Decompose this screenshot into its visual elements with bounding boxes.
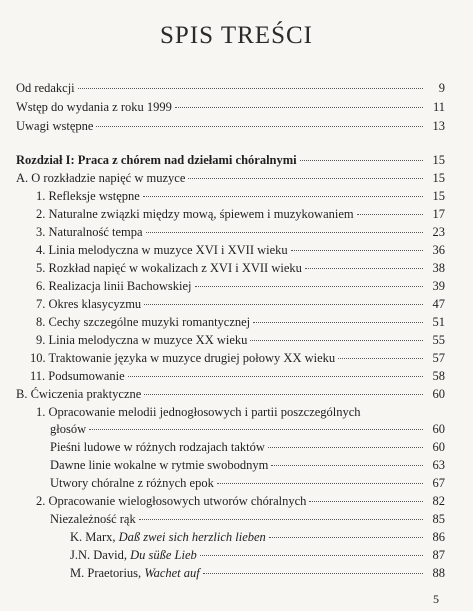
toc-entry-section-b <box>16 386 445 403</box>
toc-entry-section-a <box>16 170 445 187</box>
toc-entry-page: 58 <box>432 369 445 383</box>
toc-entry-rozdzial-1 <box>16 152 445 169</box>
work-title: Wachet auf <box>144 566 200 580</box>
toc-entry-label <box>70 565 200 582</box>
leader-dots <box>143 196 423 197</box>
toc-entry-page: 13 <box>432 119 445 133</box>
toc-entry-b2 <box>36 493 445 510</box>
toc-entry-page: 47 <box>432 297 445 311</box>
leader-dots <box>309 501 423 502</box>
toc-entry-b1-dawne <box>50 457 445 474</box>
toc-entry-page: 60 <box>432 440 445 454</box>
composer-name: J.N. David, <box>70 548 131 562</box>
toc-entry-page: 55 <box>432 333 445 347</box>
toc-entry-page: 85 <box>432 512 445 526</box>
leader-dots <box>217 483 423 484</box>
toc-entry-b1 <box>50 421 445 438</box>
toc-entry-label: 11. Podsumowanie <box>30 369 125 383</box>
toc-entry-label: 10. Traktowanie języka w muzyce drugiej połowy XX wieku <box>30 351 336 365</box>
toc-entry-label: Dawne linie wokalne w rytmie swobodnym <box>50 458 269 472</box>
composer-name: K. Marx, <box>70 530 119 544</box>
toc-entry-page: 38 <box>432 261 445 275</box>
toc-entry-page: 82 <box>432 494 445 508</box>
toc-entry-page: 86 <box>432 530 445 544</box>
toc-entry-label: B. Ćwiczenia praktyczne <box>16 387 142 401</box>
leader-dots <box>305 268 423 269</box>
toc-entry-page: 60 <box>432 422 445 436</box>
toc-entry-a7 <box>36 296 445 313</box>
leader-dots <box>128 376 423 377</box>
composer-name: M. Praetorius, <box>70 566 145 580</box>
toc-entry-page: 63 <box>432 458 445 472</box>
toc-entry-label <box>70 547 197 564</box>
toc-entry-page: 9 <box>438 81 445 95</box>
leader-dots <box>144 304 423 305</box>
toc-entry-page: 23 <box>432 225 445 239</box>
leader-dots <box>200 555 423 556</box>
toc-entry-a5 <box>36 260 445 277</box>
toc-entry-label: A. O rozkładzie napięć w muzyce <box>16 171 186 185</box>
leader-dots <box>338 358 423 359</box>
toc-entry-a11 <box>30 368 445 385</box>
leader-dots <box>188 178 423 179</box>
leader-dots <box>291 250 423 251</box>
toc-entry-page: 17 <box>432 207 445 221</box>
toc-entry-a9 <box>36 332 445 349</box>
work-title: Du süße Lieb <box>130 548 197 562</box>
toc-entry-marx <box>70 529 445 546</box>
toc-entry-page: 87 <box>432 548 445 562</box>
toc-entry-page: 67 <box>432 476 445 490</box>
toc-entry-od-redakcji <box>16 80 445 97</box>
leader-dots <box>250 340 423 341</box>
page-title: SPIS TREŚCI <box>160 22 313 49</box>
toc-entry-praetorius <box>70 565 445 582</box>
leader-dots <box>195 286 423 287</box>
leader-dots <box>96 126 423 127</box>
toc-entry-label: 3. Naturalność tempa <box>36 225 143 239</box>
leader-dots <box>146 232 423 233</box>
toc-entry-label: 2. Opracowanie wielogłosowych utworów chóralnych <box>36 494 307 508</box>
toc-entry-a6 <box>36 278 445 295</box>
leader-dots <box>89 429 423 430</box>
toc-entry-page: 51 <box>432 315 445 329</box>
toc-entry-b1-line1: 1. Opracowanie melodii jednogłosowych i partii poszczególnych <box>36 405 361 419</box>
toc-entry-label: Od redakcji <box>16 81 75 95</box>
leader-dots <box>253 322 423 323</box>
toc-entry-b1-utwory <box>50 475 445 492</box>
toc-entry-b2-niezaleznosc <box>50 511 445 528</box>
toc-entry-label: głosów <box>50 422 87 436</box>
toc-entry-a3 <box>36 224 445 241</box>
toc-entry-label: Niezależność rąk <box>50 512 136 526</box>
toc-entry-label: 9. Linia melodyczna w muzyce XX wieku <box>36 333 248 347</box>
toc-entry-label: 7. Okres klasycyzmu <box>36 297 142 311</box>
toc-entry-label: Rozdział I: Praca z chórem nad dziełami chóralnymi <box>16 153 297 167</box>
toc-entry-wstep <box>16 99 445 116</box>
toc-entry-label: Wstęp do wydania z roku 1999 <box>16 100 172 114</box>
work-title: Daß zwei sich herzlich lieben <box>118 530 266 544</box>
page-number: 5 <box>433 592 439 606</box>
toc-entry-label: 5. Rozkład napięć w wokalizach z XVI i XVII wieku <box>36 261 302 275</box>
toc-entry-label: 8. Cechy szczególne muzyki romantycznej <box>36 315 251 329</box>
toc-entry-label <box>70 529 266 546</box>
toc-entry-label: Uwagi wstępne <box>16 119 94 133</box>
toc-entry-a4 <box>36 242 445 259</box>
leader-dots <box>268 447 423 448</box>
toc-entry-page: 36 <box>432 243 445 257</box>
toc-entry-page: 88 <box>432 566 445 580</box>
leader-dots <box>144 394 423 395</box>
toc-entry-uwagi <box>16 118 445 135</box>
toc-entry-page: 60 <box>432 387 445 401</box>
leader-dots <box>175 107 423 108</box>
toc-entry-page: 39 <box>432 279 445 293</box>
toc-entry-label: 6. Realizacja linii Bachowskiej <box>36 279 192 293</box>
toc-entry-b1-piesni <box>50 439 445 456</box>
toc-entry-a10 <box>30 350 445 367</box>
leader-dots <box>271 465 423 466</box>
toc-entry-label: 1. Refleksje wstępne <box>36 189 140 203</box>
leader-dots <box>269 537 423 538</box>
leader-dots <box>203 573 423 574</box>
leader-dots <box>139 519 423 520</box>
toc-entry-label: 4. Linia melodyczna w muzyce XVI i XVII wieku <box>36 243 288 257</box>
toc-entry-a2 <box>36 206 445 223</box>
toc-entry-a8 <box>36 314 445 331</box>
leader-dots <box>78 88 423 89</box>
toc-entry-david <box>70 547 445 564</box>
toc-entry-page: 15 <box>432 171 445 185</box>
toc-entry-page: 15 <box>432 189 445 203</box>
leader-dots <box>357 214 423 215</box>
toc-entry-page: 15 <box>432 153 445 167</box>
toc-entry-label: Pieśni ludowe w różnych rodzajach taktów <box>50 440 265 454</box>
toc-entry-a1 <box>36 188 445 205</box>
toc-entry-page: 11 <box>432 100 445 114</box>
toc-entry-label: Utwory chóralne z różnych epok <box>50 476 214 490</box>
toc-entry-page: 57 <box>432 351 445 365</box>
leader-dots <box>300 160 423 161</box>
toc-entry-label: 2. Naturalne związki między mową, śpiewem i muzykowaniem <box>36 207 354 221</box>
